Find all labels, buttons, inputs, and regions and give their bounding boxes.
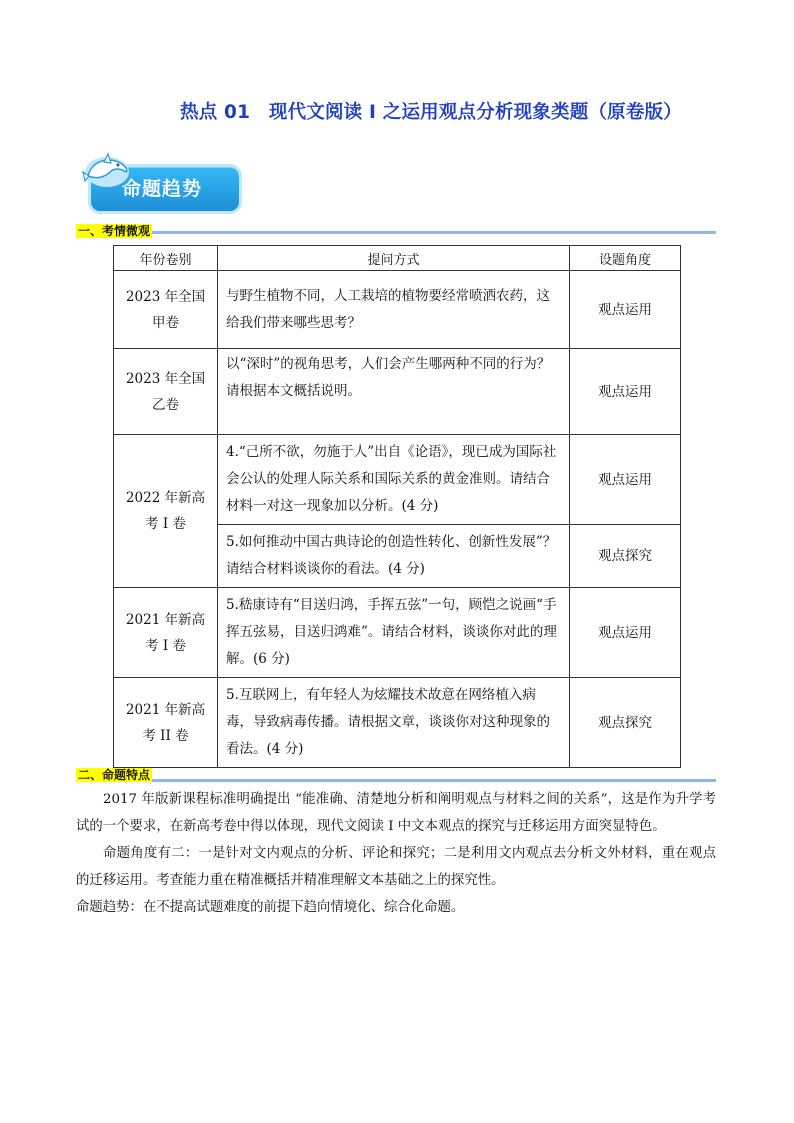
- angle-cell: 观点探究: [570, 525, 681, 588]
- section-divider: [76, 231, 716, 234]
- angle-cell: 观点运用: [570, 271, 681, 349]
- table-row: [114, 435, 681, 525]
- exam-table: [113, 245, 681, 768]
- question-cell: 以“深时”的视角思考，人们会产生哪两种不同的行为？请根据本文概括说明。: [218, 349, 570, 435]
- paragraph: 2017 年版新课程标准明确提出 “能准确、清楚地分析和阐明观点与材料之间的关系”，这是作为升学考试的一个要求，在新高考卷中得以体现，现代文阅读 I 中文本观点的探究与迁移运用方面突显特色。: [76, 792, 716, 834]
- paragraph: 命题趋势：在不提高试题难度的前提下趋向情境化、综合化命题。: [76, 900, 465, 915]
- page-title: 热点 01 现代文阅读 I 之运用观点分析现象类题（原卷版）: [180, 102, 682, 123]
- section-heading-1: 一、考情微观: [78, 224, 151, 238]
- table-row: [114, 588, 681, 678]
- year-cell: 2021 年新高考 I 卷: [114, 588, 218, 678]
- angle-cell: 观点运用: [570, 588, 681, 678]
- question-cell: 5.如何推动中国古典诗论的创造性转化、创新性发展”？请结合材料谈谈你的看法。(4 分): [218, 525, 570, 588]
- question-cell: 5.互联网上，有年轻人为炫耀技术故意在网络植入病毒，导致病毒传播。请根据文章，谈谈你对这种现象的看法。(4 分): [218, 678, 570, 768]
- table-header: 年份卷别: [114, 246, 218, 271]
- year-cell: 2023 年全国乙卷: [114, 349, 218, 435]
- table-row: [114, 271, 681, 349]
- angle-cell: 观点运用: [570, 349, 681, 435]
- table-row: [114, 349, 681, 435]
- question-cell: 与野生植物不同，人工栽培的植物要经常喷洒农药，这给我们带来哪些思考？: [218, 271, 570, 349]
- angle-cell: 观点探究: [570, 678, 681, 768]
- paragraph: 命题角度有二：一是针对文内观点的分析、评论和探究；二是利用文内观点去分析文外材料，重在观点的迁移运用。考查能力重在精准概括并精准理解文本基础之上的探究性。: [76, 846, 716, 888]
- question-cell: 4.“己所不欲，勿施于人”出自《论语》，现已成为国际社会公认的处理人际关系和国际关系的黄金准则。请结合材料一对这一现象加以分析。(4 分): [218, 435, 570, 525]
- banner-label: 命题趋势: [122, 178, 203, 200]
- table-header: 设题角度: [570, 246, 681, 271]
- table-row: [114, 678, 681, 768]
- table-header-row: [114, 246, 681, 271]
- section-heading-2: 二、命题特点: [78, 768, 151, 782]
- section-banner: [80, 150, 240, 212]
- year-cell: 2021 年新高考 II 卷: [114, 678, 218, 768]
- table-header: 提问方式: [218, 246, 570, 271]
- year-cell: 2022 年新高考 I 卷: [114, 435, 218, 588]
- question-cell: 5.嵇康诗有“目送归鸿，手挥五弦”一句，顾恺之说画“手挥五弦易，目送归鸿难”。请结合材料，谈谈你对此的理解。(6 分): [218, 588, 570, 678]
- section-divider: [76, 779, 716, 782]
- year-cell: 2023 年全国甲卷: [114, 271, 218, 349]
- angle-cell: 观点运用: [570, 435, 681, 525]
